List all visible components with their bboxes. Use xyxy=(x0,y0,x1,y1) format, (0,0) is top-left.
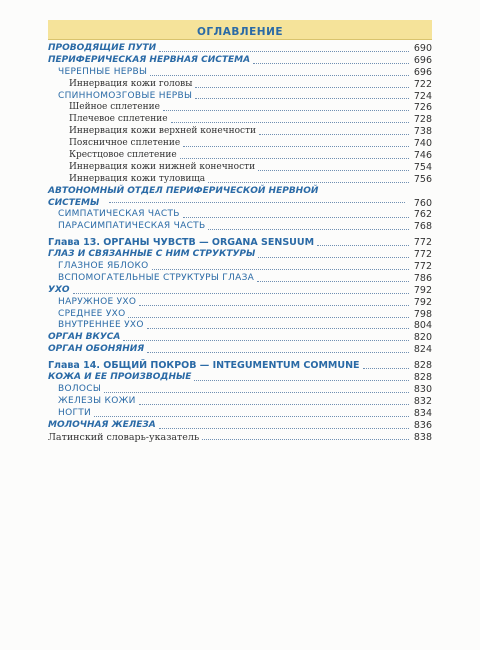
toc-entry-page-number: 696 xyxy=(413,66,432,78)
dot-leader xyxy=(147,327,409,329)
toc-entry[interactable] xyxy=(48,309,432,321)
dot-leader xyxy=(363,367,409,369)
toc-entry-page-number: 820 xyxy=(413,332,432,344)
toc-entry[interactable] xyxy=(48,55,432,67)
toc-entry-label: Шейное сплетение xyxy=(69,102,160,113)
dot-leader xyxy=(208,181,409,183)
toc-entry-page-number: 746 xyxy=(413,150,432,161)
dot-leader xyxy=(259,133,409,135)
toc-entry-label: СИМПАТИЧЕСКАЯ ЧАСТЬ xyxy=(58,209,180,220)
toc-entry[interactable] xyxy=(48,174,432,186)
toc-entry-page-number: 838 xyxy=(413,431,432,443)
toc-entry-page-number: 772 xyxy=(413,237,432,249)
toc-entry-page-number: 762 xyxy=(413,209,432,221)
toc-entry[interactable] xyxy=(48,150,432,162)
toc-entry[interactable] xyxy=(48,360,432,372)
toc-entry[interactable] xyxy=(48,396,432,408)
toc-entry-label: ГЛАЗ И СВЯЗАННЫЕ С НИМ СТРУКТУРЫ xyxy=(48,249,256,260)
toc-entry-label: АВТОНОМНЫЙ ОТДЕЛ ПЕРИФЕРИЧЕСКОЙ НЕРВНОЙ СИСТЕМЫ xyxy=(48,185,319,208)
toc-entry-page-number: 836 xyxy=(413,419,432,431)
toc-entry-page-number: 772 xyxy=(413,261,432,273)
table-of-contents xyxy=(48,43,432,443)
toc-entry[interactable] xyxy=(48,209,432,221)
toc-entry-label: КОЖА И ЕЕ ПРОИЗВОДНЫЕ xyxy=(48,372,192,383)
toc-entry-label: ОРГАН ВКУСА xyxy=(48,332,121,343)
toc-entry-label: ВОЛОСЫ xyxy=(58,383,102,394)
toc-entry[interactable] xyxy=(48,321,432,333)
toc-entry[interactable] xyxy=(48,91,432,103)
toc-entry-page-number: 828 xyxy=(413,360,432,372)
dot-leader xyxy=(208,228,409,230)
dot-leader xyxy=(94,415,409,417)
dot-leader xyxy=(73,292,409,294)
dot-leader xyxy=(139,403,409,405)
dot-leader xyxy=(104,391,409,393)
toc-entry[interactable] xyxy=(48,420,432,432)
dot-leader xyxy=(258,169,409,171)
dot-leader xyxy=(180,157,409,159)
dot-leader xyxy=(109,201,405,203)
toc-entry-page-number: 756 xyxy=(413,173,432,185)
toc-title: ОГЛАВЛЕНИЕ xyxy=(196,26,284,38)
dot-leader xyxy=(183,145,409,147)
toc-entry-page-number: 798 xyxy=(413,308,432,320)
toc-entry-page-number: 738 xyxy=(413,126,432,138)
toc-entry-page-number: 792 xyxy=(413,284,432,296)
toc-entry[interactable] xyxy=(48,249,432,261)
toc-entry[interactable] xyxy=(48,138,432,150)
toc-entry[interactable] xyxy=(48,432,432,444)
toc-entry-label: ОРГАН ОБОНЯНИЯ xyxy=(48,344,145,355)
toc-entry-page-number: 824 xyxy=(413,344,432,356)
toc-entry[interactable] xyxy=(48,67,432,79)
toc-entry-label: Иннервация кожи головы xyxy=(69,78,193,89)
toc-entry-label: СПИННОМОЗГОВЫЕ НЕРВЫ xyxy=(58,90,193,101)
toc-entry-label: МОЛОЧНАЯ ЖЕЛЕЗА xyxy=(48,419,156,430)
dot-leader xyxy=(195,97,409,99)
dot-leader xyxy=(128,316,409,318)
toc-entry-label: НОГТИ xyxy=(58,407,92,418)
toc-entry-page-number: 728 xyxy=(413,114,432,126)
toc-entry-page-number: 754 xyxy=(413,161,432,173)
toc-entry[interactable] xyxy=(48,79,432,91)
toc-entry-label: ГЛАЗНОЕ ЯБЛОКО xyxy=(58,261,149,272)
toc-entry[interactable] xyxy=(48,297,432,309)
toc-entry-page-number: 690 xyxy=(413,42,432,54)
dot-leader xyxy=(317,244,409,246)
dot-leader xyxy=(159,50,409,52)
toc-entry[interactable] xyxy=(48,285,432,297)
toc-entry-label: Иннервация кожи нижней конечности xyxy=(69,161,256,172)
dot-leader xyxy=(139,304,409,306)
dot-leader xyxy=(253,62,409,64)
dot-leader xyxy=(194,379,409,381)
toc-entry-label: ЖЕЛЕЗЫ КОЖИ xyxy=(58,395,136,406)
toc-entry[interactable] xyxy=(48,372,432,384)
toc-entry-page-number: 696 xyxy=(413,54,432,66)
toc-entry-label: Глава 13. ОРГАНЫ ЧУВСТВ — ORGANA SENSUUM xyxy=(48,237,315,249)
toc-entry-page-number: 768 xyxy=(413,221,432,233)
toc-entry-page-number: 804 xyxy=(413,320,432,332)
dot-leader xyxy=(159,427,409,429)
toc-entry-page-number: 726 xyxy=(413,102,432,114)
toc-entry-label: СРЕДНЕЕ УХО xyxy=(58,308,126,319)
toc-entry[interactable] xyxy=(48,408,432,420)
toc-entry[interactable] xyxy=(48,221,432,233)
toc-entry[interactable] xyxy=(48,114,432,126)
dot-leader xyxy=(123,339,409,341)
toc-entry-page-number: 792 xyxy=(413,296,432,308)
dot-leader xyxy=(257,280,409,282)
toc-entry[interactable] xyxy=(48,162,432,174)
dot-leader xyxy=(202,438,409,440)
toc-entry-page-number: 830 xyxy=(413,383,432,395)
dot-leader xyxy=(163,109,409,111)
toc-entry[interactable] xyxy=(48,344,432,356)
dot-leader xyxy=(183,216,409,218)
toc-header xyxy=(48,20,432,40)
toc-entry[interactable] xyxy=(48,186,432,210)
toc-entry-label: Глава 14. ОБЩИЙ ПОКРОВ — INTEGUMENTUM COMMUNE xyxy=(48,360,360,372)
toc-entry-label: Плечевое сплетение xyxy=(69,114,168,125)
toc-entry-label: ЧЕРЕПНЫЕ НЕРВЫ xyxy=(58,66,148,77)
toc-entry-label: УХО xyxy=(48,284,70,295)
toc-entry-page-number: 724 xyxy=(413,90,432,102)
toc-entry[interactable] xyxy=(48,126,432,138)
toc-entry[interactable] xyxy=(48,43,432,55)
toc-entry-label: Поясничное сплетение xyxy=(69,138,181,149)
dot-leader xyxy=(152,268,409,270)
toc-entry-label: НАРУЖНОЕ УХО xyxy=(58,296,137,307)
toc-entry-label: ПАРАСИМПАТИЧЕСКАЯ ЧАСТЬ xyxy=(58,221,206,232)
toc-entry-page-number: 832 xyxy=(413,395,432,407)
toc-entry-page-number: 722 xyxy=(413,78,432,90)
toc-entry[interactable] xyxy=(48,261,432,273)
toc-entry-label: Крестцовое сплетение xyxy=(69,150,177,160)
toc-entry-label: ВНУТРЕННЕЕ УХО xyxy=(58,320,144,331)
toc-entry-page-number: 834 xyxy=(413,407,432,419)
toc-entry-page-number: 740 xyxy=(413,138,432,150)
toc-entry[interactable] xyxy=(48,102,432,114)
toc-entry-page-number: 772 xyxy=(413,249,432,261)
toc-entry-page-number: 828 xyxy=(413,372,432,384)
toc-entry[interactable] xyxy=(48,273,432,285)
toc-entry-page-number: 786 xyxy=(413,272,432,284)
dot-leader xyxy=(195,86,409,88)
toc-entry-page-number: 760 xyxy=(413,197,432,209)
dot-leader xyxy=(147,351,409,353)
toc-entry[interactable] xyxy=(48,384,432,396)
toc-entry-label: ПЕРИФЕРИЧЕСКАЯ НЕРВНАЯ СИСТЕМА xyxy=(48,54,251,65)
dot-leader xyxy=(171,121,409,123)
dot-leader xyxy=(150,74,409,76)
toc-entry-label: Латинский словарь-указатель xyxy=(48,431,200,443)
toc-entry-label: ВСПОМОГАТЕЛЬНЫЕ СТРУКТУРЫ ГЛАЗА xyxy=(58,272,255,283)
toc-entry-label: Иннервация кожи туловища xyxy=(69,173,206,184)
toc-entry[interactable] xyxy=(48,237,432,249)
toc-entry-label: Иннервация кожи верхней конечности xyxy=(69,126,257,137)
toc-entry-label: ПРОВОДЯЩИЕ ПУТИ xyxy=(48,42,157,53)
toc-entry[interactable] xyxy=(48,332,432,344)
dot-leader xyxy=(258,256,409,258)
